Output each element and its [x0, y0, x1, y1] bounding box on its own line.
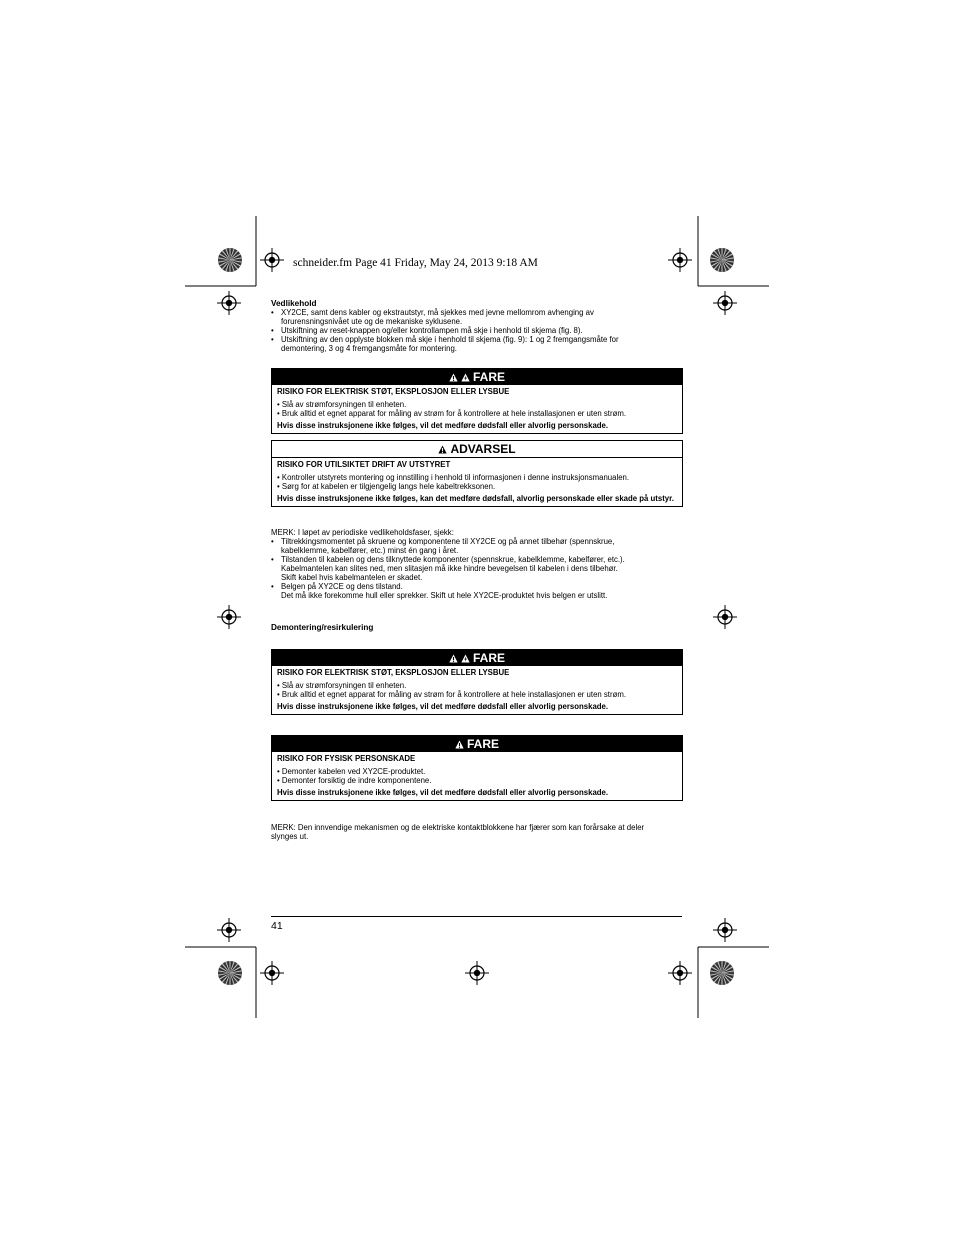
- instruction-line: • Bruk alltid et egnet apparat for måling av strøm for å kontrollere at hele installasjonen er uten strøm.: [277, 408, 626, 418]
- hazard-title: RISIKO FOR UTILSIKTET DRIFT AV UTSTYRET: [277, 460, 451, 469]
- danger-box-electric-2: [271, 649, 683, 715]
- color-target-icon: [710, 248, 734, 272]
- danger-header: [272, 650, 682, 666]
- note-line: MERK: Den innvendige mekanismen og de elektriske kontaktblokkene har fjærer som kan forårsake at deler: [271, 823, 645, 832]
- instruction-line: • Demonter kabelen ved XY2CE-produktet.: [277, 766, 426, 776]
- file-header: schneider.fm Page 41 Friday, May 24, 2013 9:18 AM: [293, 257, 538, 269]
- danger-label: FARE: [466, 737, 499, 751]
- note-maintenance-checks: [271, 528, 683, 600]
- registration-mark-icon: [668, 248, 692, 272]
- warning-label: ADVARSEL: [450, 442, 516, 456]
- dismantling-section: [271, 623, 683, 632]
- warning-header: [272, 441, 682, 458]
- note-line: slynges ut.: [271, 832, 309, 841]
- maintenance-list: [271, 308, 683, 353]
- instruction-line: • Slå av strømforsyningen til enheten.: [277, 680, 407, 690]
- warning-triangle-icon: [449, 373, 458, 382]
- warning-triangle-icon: [455, 740, 464, 749]
- consequence-text: Hvis disse instruksjonene ikke følges, vil det medføre dødsfall eller alvorlig personskade.: [277, 788, 609, 798]
- warning-triangle-icon: [461, 654, 470, 663]
- dismantling-heading: Demontering/resirkulering: [271, 623, 374, 632]
- registration-mark-icon: [260, 961, 284, 985]
- footer-rule: [271, 916, 682, 917]
- registration-mark-icon: [217, 918, 241, 942]
- instruction-line: • Sørg for at kabelen er tilgjengelig langs hele kabeltrekksonen.: [277, 481, 496, 491]
- list-item: • Belgen på XY2CE og dens tilstand. Det må ikke forekomme hull eller sprekker. Skift ut hele XY2CE-produktet hvis belgen er utslitt.: [271, 582, 683, 600]
- note-intro: MERK: I løpet av periodiske vedlikeholdsfaser, sjekk:: [271, 528, 454, 537]
- consequence-text: Hvis disse instruksjonene ikke følges, vil det medføre dødsfall eller alvorlig personskade.: [277, 702, 609, 712]
- warning-triangle-icon: [449, 654, 458, 663]
- maintenance-heading: Vedlikehold: [271, 299, 317, 308]
- registration-mark-icon: [713, 605, 737, 629]
- hazard-title: RISIKO FOR ELEKTRISK STØT, EKSPLOSJON ELLER LYSBUE: [277, 668, 510, 677]
- registration-mark-icon: [260, 248, 284, 272]
- danger-label: FARE: [472, 370, 505, 384]
- list-item: • Tiltrekkingsmomentet på skruene og komponentene til XY2CE og på annet tilbehør (spennskrue, kabelklemme, kabelfører, etc.) minst én gang i året.: [271, 537, 683, 555]
- page-number: 41: [271, 920, 283, 932]
- danger-header: [272, 369, 682, 385]
- maintenance-section: [271, 299, 683, 353]
- warning-triangle-icon: [461, 373, 470, 382]
- danger-label: FARE: [472, 651, 505, 665]
- consequence-text: Hvis disse instruksjonene ikke følges, kan det medføre dødsfall, alvorlig personskade eller skade på utstyr.: [277, 494, 674, 504]
- danger-header: [272, 736, 682, 752]
- list-item: • XY2CE, samt dens kabler og ekstrautstyr, må sjekkes med jevne mellomrom avhenging av forurensningsnivået ute og de mekaniske syklusene.: [271, 308, 683, 326]
- list-item: • Utskiftning av reset-knappen og/eller kontrollampen må skje i henhold til skjema (fig. 8).: [271, 326, 683, 335]
- color-target-icon: [218, 248, 242, 272]
- instruction-line: • Slå av strømforsyningen til enheten.: [277, 399, 407, 409]
- registration-mark-icon: [668, 961, 692, 985]
- danger-box-injury: [271, 735, 683, 801]
- danger-box-electric: [271, 368, 683, 434]
- registration-mark-icon: [713, 918, 737, 942]
- warning-box-operation: [271, 440, 683, 507]
- warning-triangle-icon: [438, 445, 447, 454]
- check-list: [271, 537, 683, 600]
- registration-mark-icon: [465, 961, 489, 985]
- instruction-line: • Kontroller utstyrets montering og innstilling i henhold til informasjonen i denne instruksjonsmanualen.: [277, 472, 630, 482]
- list-item: • Tilstanden til kabelen og dens tilknyttede komponenter (spennskrue, kabelklemme, kabelfører, etc.). Kabelmantelen kan slites ned, men slitasjen må ikke hindre bevegelsen til kabelen i dens tilbehør. Skift kabel hvis kabelmantelen er skadet.: [271, 555, 683, 582]
- list-item: • Utskiftning av den opplyste blokken må skje i henhold til skjema (fig. 9): 1 og 2 fremgangsmåte for demontering, 3 og 4 fremgangsmåte for montering.: [271, 335, 683, 353]
- note-springs: [271, 823, 683, 841]
- consequence-text: Hvis disse instruksjonene ikke følges, vil det medføre dødsfall eller alvorlig personskade.: [277, 421, 609, 431]
- hazard-title: RISIKO FOR FYSISK PERSONSKADE: [277, 754, 416, 763]
- registration-mark-icon: [217, 605, 241, 629]
- hazard-title: RISIKO FOR ELEKTRISK STØT, EKSPLOSJON ELLER LYSBUE: [277, 387, 510, 396]
- registration-mark-icon: [713, 291, 737, 315]
- registration-mark-icon: [217, 291, 241, 315]
- instruction-line: • Demonter forsiktig de indre komponentene.: [277, 775, 432, 785]
- color-target-icon: [218, 961, 242, 985]
- color-target-icon: [710, 961, 734, 985]
- instruction-line: • Bruk alltid et egnet apparat for måling av strøm for å kontrollere at hele installasjonen er uten strøm.: [277, 689, 626, 699]
